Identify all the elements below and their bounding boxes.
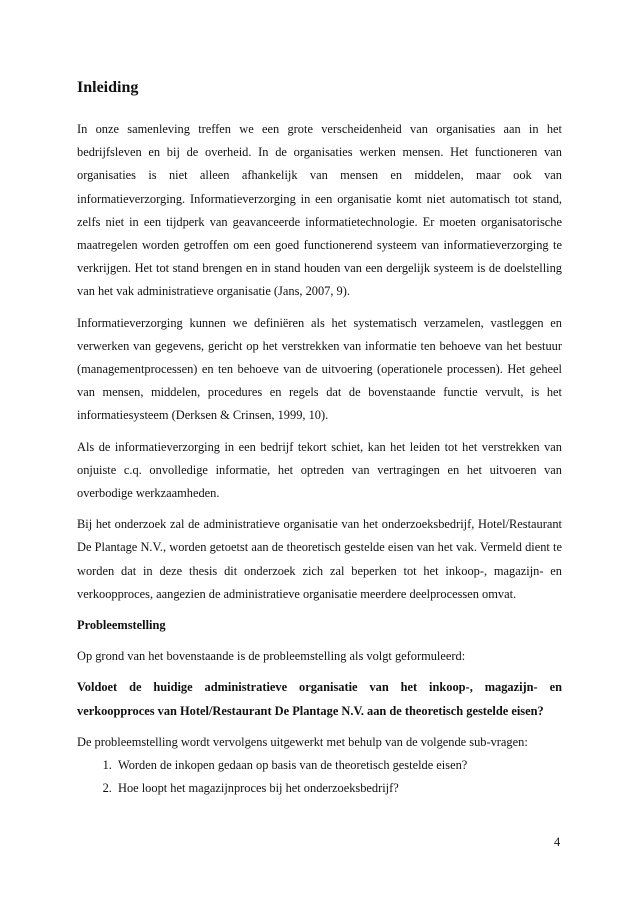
problem-statement: Voldoet de huidige administratieve organisatie van het inkoop-, magazijn- en verkoopproces van Hotel/Restaurant De Plantage N.V. aan de theoretisch gestelde eisen? <box>77 680 562 718</box>
subquestions-intro: De probleemstelling wordt vervolgens uitgewerkt met behulp van de volgende sub-vragen: <box>77 734 528 749</box>
problem-intro: Op grond van het bovenstaande is de probleemstelling als volgt geformuleerd: <box>77 649 466 664</box>
section-title: Inleiding <box>77 79 139 96</box>
subquestions-list <box>77 754 562 800</box>
intro-paragraph-1: In onze samenleving treffen we een grote verscheidenheid van organisaties aan in het bedrijfsleven en bij de overheid. In de organisaties werken mensen. Het functioneren van organisaties is niet alleen afhankelijk van mensen en middelen, maar ook van informatieverzorging. Informatieverzorging in een organisatie komt niet automatisch tot stand, zelfs niet in een tijdperk van geavanceerde informatietechnologie. Er moeten organisatorische maatregelen worden getroffen om een goed functionerend systeem van informatieverzorging te verkrijgen. Het tot stand brengen en in stand houden van een dergelijk systeem is de doelstelling van het vak administratieve organisatie (Jans, 2007, 9). <box>77 122 562 299</box>
problem-heading: Probleemstelling <box>77 618 166 633</box>
intro-paragraph-3: Als de informatieverzorging in een bedrijf tekort schiet, kan het leiden tot het verstrekken van onjuiste c.q. onvolledige informatie, het optreden van vertragingen en het uitvoeren van overbodige werkzaamheden. <box>77 439 562 501</box>
intro-paragraph-4: Bij het onderzoek zal de administratieve organisatie van het onderzoeksbedrijf, Hotel/Restaurant De Plantage N.V., worden getoetst aan de theoretisch gestelde eisen van het vak. Vermeld dient te worden dat in deze thesis dit onderzoek zich zal beperken tot het inkoop-, magazijn- en verkoopproces, aangezien de administratieve organisatie meerdere deelprocessen omvat. <box>77 517 562 601</box>
page-number: 4 <box>554 835 561 849</box>
subquestion-item: 1. Worden de inkopen gedaan op basis van de theoretisch gestelde eisen? <box>115 754 562 777</box>
page-content <box>77 77 562 800</box>
intro-paragraph-2: Informatieverzorging kunnen we definiëren als het systematisch verzamelen, vastleggen en verwerken van gegevens, gericht op het verstrekken van informatie ten behoeve van het bestuur (managementprocessen) en ten behoeve van de uitvoering (operationele processen). Het geheel van mensen, middelen, procedures en regels dat de bovenstaande functie vervult, is het informatiesysteem (Derksen & Crinsen, 1999, 10). <box>77 315 562 423</box>
subquestion-item: 2. Hoe loopt het magazijnproces bij het onderzoeksbedrijf? <box>115 777 562 800</box>
